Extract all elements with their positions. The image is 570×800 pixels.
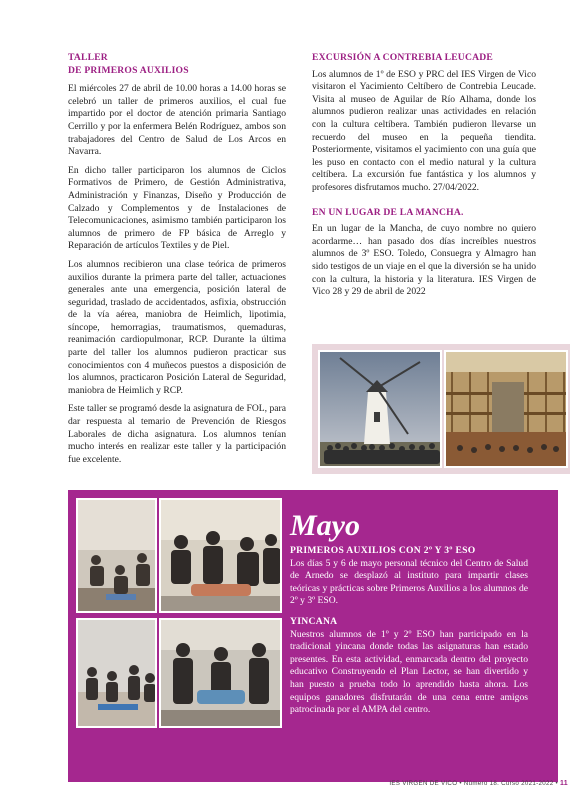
yincana-photo-2 bbox=[159, 618, 282, 728]
excursion-text: Los alumnos de 1º de ESO y PRC del IES Virgen de Vico visitaron el Yacimiento Celtíbero de Contrebia Leucade. Visita al museo de Aguilar de Río Alhama, donde los alumnos pudieron realizar unas actividades en relación con la cultura celtíbera. También pudieron llevarse un recuerdo del museo en la pequeña tiendita. Posteriormente, visitamos el yacimiento con una guía que les puso en contacto con el medio natural y la cultura celtíbera. La excursión fue fantástica y los alumnos y profesores disfrutamos mucho. 27/04/2022. bbox=[312, 68, 536, 193]
mayo-section-1-text: Los días 5 y 6 de mayo personal técnico del Centro de Salud de Arnedo se desplazó al instituto para impartir clases teóricas y prácticas sobre Primeros Auxilios a los alumnos de 2º y 3º ESO. bbox=[290, 557, 528, 607]
taller-heading-2: DE PRIMEROS AUXILIOS bbox=[68, 64, 189, 76]
taller-paragraph: Este taller se programó desde la asignatura de FOL, para dar respuesta al temario de Prevención de Riesgos Laborales de dicha asignatura. Los alumnos tenían mucho interés en realizar este taller y la participación fue excelente. bbox=[68, 403, 286, 465]
taller-paragraph: El miércoles 27 de abril de 10.00 horas a 14.00 horas se celebró un taller de primeros auxilios, el cual fue impartido por el doctor de atención primaria Santiago Cerrillo y por la enfermera Belén Rodríguez, ambos son trabajadores del Centro de Salud de Los Arcos en Navarra. bbox=[68, 83, 286, 158]
mayo-section-2-text: Nuestros alumnos de 1º y 2º ESO han participado en la tradicional yincana donde todas las asignaturas han estado presentes. En esta actividad, enmarcada dentro del proyecto educativo Construyendo el Plan Lector, se han divertido y han puesto a prueba todo lo aprendido hasta ahora. Los equipos ganadores disfrutarán de una cena entre amigos patrocinada por el AMPA del centro. bbox=[290, 628, 528, 716]
windmill-photo bbox=[318, 350, 442, 468]
excursion-heading: EXCURSIÓN A CONTREBIA LEUCADE bbox=[312, 52, 493, 63]
page-number: 11 bbox=[560, 780, 568, 787]
taller-heading-1: TALLER bbox=[68, 52, 108, 63]
mayo-title: Mayo bbox=[290, 509, 360, 542]
first-aid-photo-1 bbox=[76, 498, 157, 613]
mancha-text: En un lugar de la Mancha, de cuyo nombre no quiero acordarme… han pasado dos días increíbles nuestros alumnos de 3º ESO. Toledo, Consuegra y Almagro han sido testigos de un viaje en el que la diversión se ha unido con la cultura, la historia y la literatura. IES Virgen de Vico 28 y 29 de abril de 2022 bbox=[312, 223, 536, 298]
mancha-heading: EN UN LUGAR DE LA MANCHA. bbox=[312, 206, 464, 218]
mayo-column bbox=[290, 511, 528, 723]
taller-paragraph: Los alumnos recibieron una clase teórica de primeros auxilios durante la primera parte del taller, actuaciones generales ante una emergencia, posición lateral de seguridad, traslado de accidentados, asfixia, obstrucción de la vía aérea, maniobra de Heimlich, lipotimia, síncope, hemorragias, traumatismos, quemaduras, reanimación cardiopulmonar, RCP. Durante la última parte del taller los alumnos pudieron practicar sus conocimientos con 4 muñecos puestos a disposición de los alumnos, practicaron Posición Lateral de Seguridad, maniobra de Heimlich y RCP. bbox=[68, 258, 286, 396]
mayo-section-1-heading: PRIMEROS AUXILIOS CON 2º Y 3º ESO bbox=[290, 545, 476, 556]
mancha-photos bbox=[312, 344, 570, 474]
right-column bbox=[312, 52, 536, 305]
first-aid-photo-2 bbox=[159, 498, 282, 613]
taller-paragraph: En dicho taller participaron los alumnos de Ciclos Formativos de Primero, de Gestión Administrativa, Administración y Finanzas, Diseño y Producción de Calzado y Complementos y de Instalaciones de Telecomunicaciones, asimismo también participaron los alumnos de primero de FP básica de Arreglo y Reparación de artículos Textiles y de Piel. bbox=[68, 164, 286, 252]
footer-text: IES VIRGEN DE VICO • Número 18. Curso 2021-2022 • bbox=[389, 780, 558, 787]
theatre-photo bbox=[444, 350, 568, 468]
page-footer bbox=[328, 780, 568, 787]
mayo-section-2-heading: YINCANA bbox=[290, 615, 338, 627]
yincana-photo-1 bbox=[76, 618, 157, 728]
left-column bbox=[68, 52, 286, 472]
